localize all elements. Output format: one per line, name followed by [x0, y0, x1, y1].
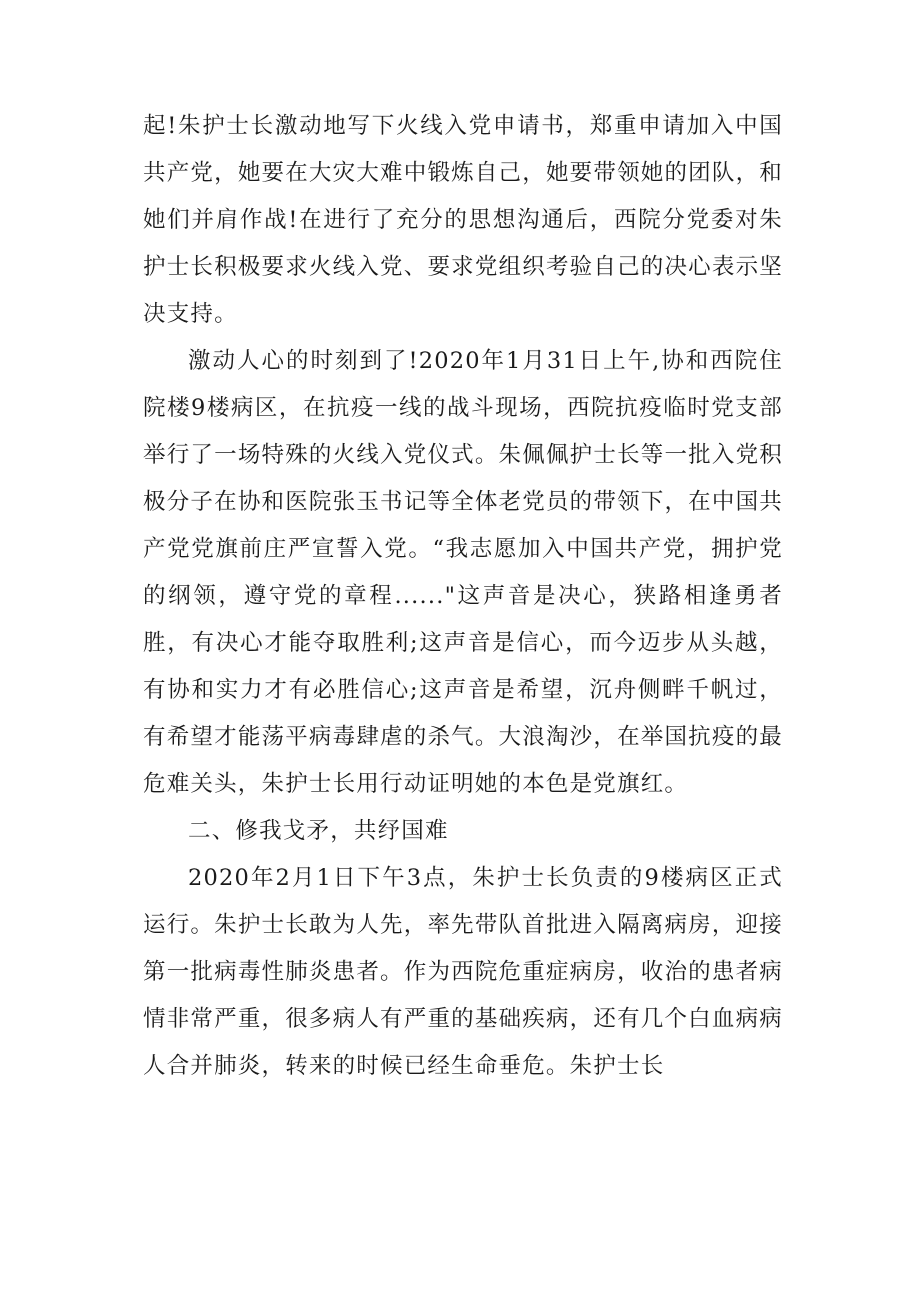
paragraph-1: 起!朱护士长激动地写下火线入党申请书，郑重申请加入中国共产党，她要在大灾大难中锻炼自己，她要带领她的团队，和她们并肩作战!在进行了充分的思想沟通后，西院分党委对朱护士长积极要求火线入党、要求党组织考验自己的决心表示坚决支持。	[143, 113, 783, 327]
paragraph-3: 2020年2月1日下午3点，朱护士长负责的9楼病区正式运行。朱护士长敢为人先，率先带队首批进入隔离病房，迎接第一批病毒性肺炎患者。作为西院危重症病房，收治的患者病情非常严重，很多病人有严重的基础疾病，还有几个白血病病人合并肺炎，转来的时候已经生命垂危。朱护士长	[143, 865, 783, 1079]
document-page	[143, 103, 783, 1090]
paragraph-2: 激动人心的时刻到了!2020年1月31日上午,协和西院住院楼9楼病区，在抗疫一线的战斗现场，西院抗疫临时党支部举行了一场特殊的火线入党仪式。朱佩佩护士长等一批入党积极分子在协和医院张玉书记等全体老党员的带领下，在中国共产党党旗前庄严宣誓入党。“我志愿加入中国共产党，拥护党的纲领，遵守党的章程......"这声音是决心，狭路相逢勇者胜，有决心才能夺取胜利;这声音是信心，而今迈步从头越，有协和实力才有必胜信心;这声音是希望，沉舟侧畔千帆过，有希望才能荡平病毒肆虐的杀气。大浪淘沙，在举国抗疫的最危难关头，朱护士长用行动证明她的本色是党旗红。	[143, 348, 783, 797]
section-heading: 二、修我戈矛，共纾国难	[188, 818, 449, 844]
